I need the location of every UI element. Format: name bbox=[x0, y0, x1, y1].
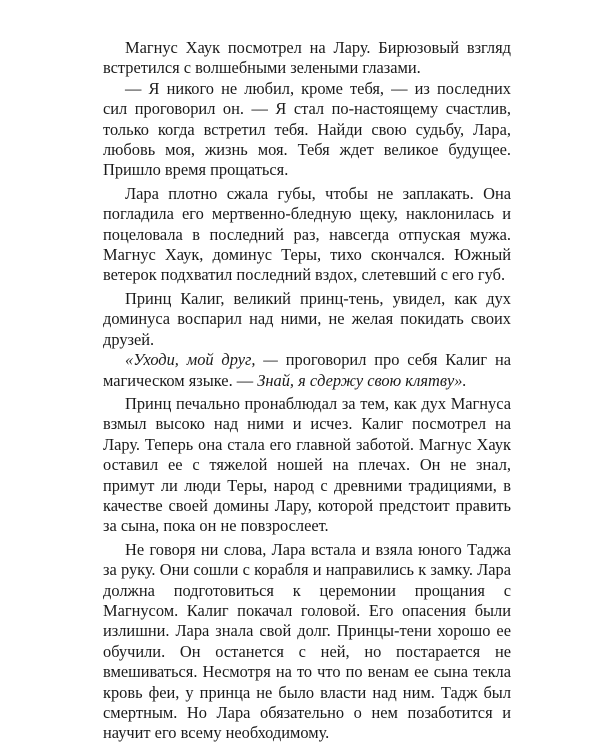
quote-italic-open: «Уходи, мой друг, — bbox=[125, 350, 278, 370]
paragraph-7: Не говоря ни слова, Лара встала и взяла юного Таджа за руку. Они сошли с корабля и направились к замку. Лара должна подготовиться к церемонии прощания с Магнусом. Калиг покачал головой. Его опасения были излишни. Лара знала свой долг. Принцы-тени хорошо ее обучили. Он останется с ней, но постарается не вмешиваться. Несмотря на то что по венам ее сына текла кровь феи, у принца не было власти над ним. Тадж был смертным. Но Лара обязательно о нем позаботится и научит его всему необходимому. bbox=[103, 539, 511, 743]
quote-narration: проговорил про себя Калиг на магическом языке. — bbox=[103, 350, 511, 390]
paragraph-5-quote bbox=[103, 350, 511, 391]
book-page bbox=[103, 38, 511, 744]
paragraph-6: Принц печально пронаблюдал за тем, как дух Магнуса взмыл высоко над ними и исчез. Калиг посмотрел на Лару. Теперь она стала его главной заботой. Магнус Хаук оставил ее с тяжелой ношей на плечах. Он не знал, примут ли люди Теры, народ с древними традициями, в качестве своей домины Лару, которой предстоит править за сына, пока он не повзрослеет. bbox=[103, 393, 511, 536]
paragraph-1: Магнус Хаук посмотрел на Лару. Бирюзовый взгляд встретился с волшебными зелеными глазами. bbox=[103, 38, 511, 78]
paragraph-4: Принц Калиг, великий принц-тень, увидел, как дух доминуса воспарил над ними, не желая покидать своих друзей. bbox=[103, 288, 511, 349]
quote-italic-close: Знай, я сдержу свою клятву». bbox=[257, 370, 467, 390]
paragraph-3: Лара плотно сжала губы, чтобы не заплакать. Она погладила его мертвенно-бледную щеку, наклонилась и поцеловала в последний раз, навсегда отпуская мужа. Магнус Хаук, доминус Теры, тихо скончался. Южный ветерок подхватил последний вздох, слетевший с его губ. bbox=[103, 183, 511, 285]
paragraph-2: — Я никого не любил, кроме тебя, — из последних сил проговорил он. — Я стал по-настоящему счастлив, только когда встретил тебя. Найди свою судьбу, Лара, любовь моя, жизнь моя. Тебя ждет великое будущее. Пришло время прощаться. bbox=[103, 78, 511, 180]
